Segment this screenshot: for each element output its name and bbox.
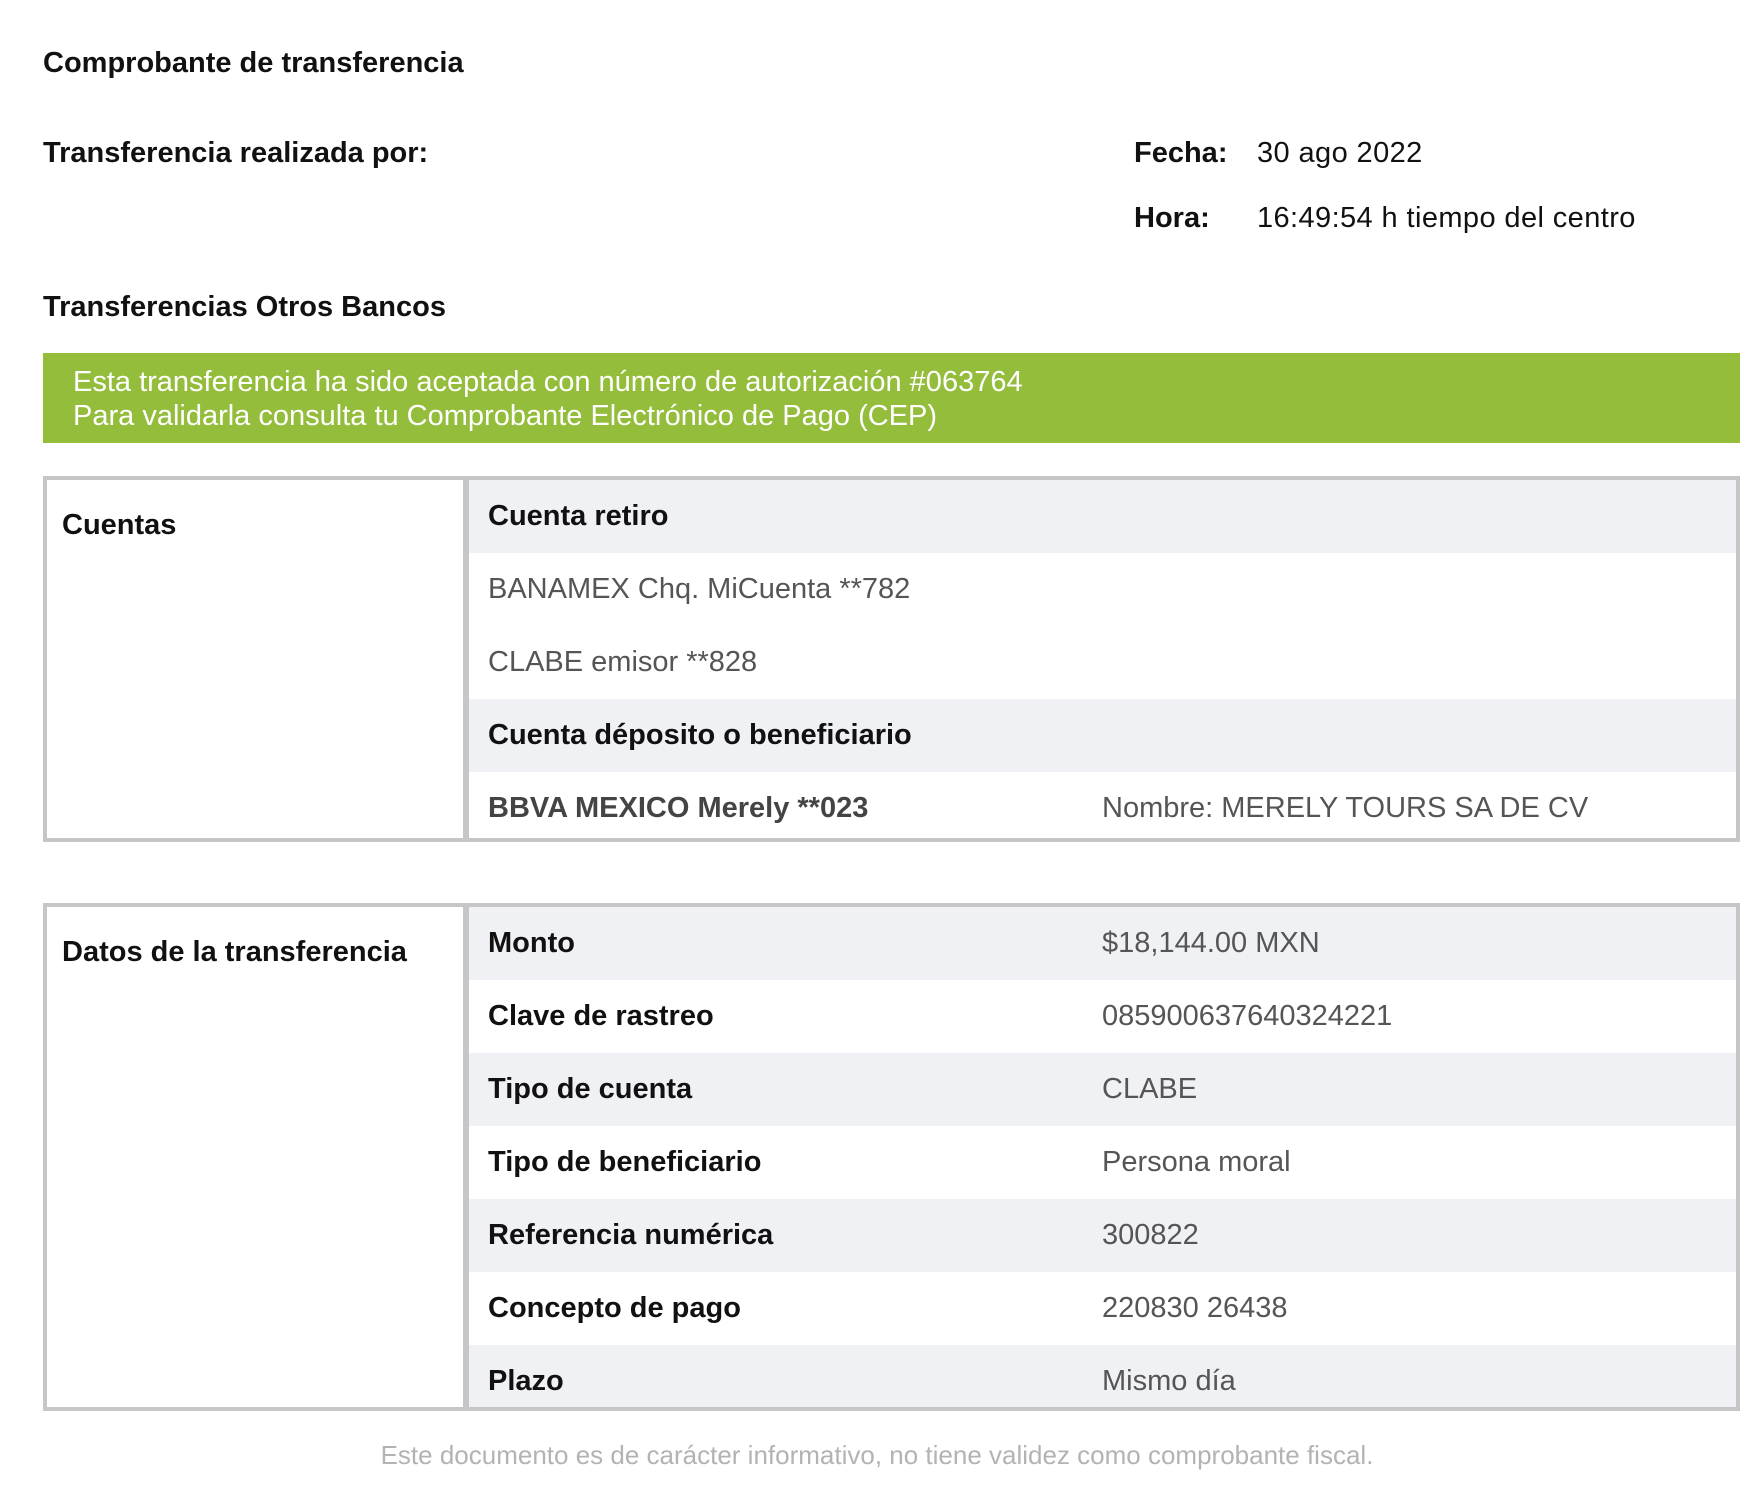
deposit-name: Nombre: MERELY TOURS SA DE CV	[1102, 792, 1589, 824]
row-key: Referencia numérica	[488, 1219, 774, 1251]
withdrawal-header: Cuenta retiro	[488, 500, 669, 532]
clabe-emisor-row	[469, 626, 1736, 699]
row-value: 220830 26438	[1102, 1292, 1288, 1324]
row-value: 300822	[1102, 1219, 1199, 1251]
deposit-header: Cuenta déposito o beneficiario	[488, 719, 912, 751]
made-by-label: Transferencia realizada por:	[43, 137, 429, 169]
table-row	[469, 1345, 1736, 1411]
banner-line-authorization: Esta transferencia ha sido aceptada con número de autorización #063764	[73, 366, 1023, 398]
row-value: CLABE	[1102, 1073, 1198, 1105]
table-row	[469, 1053, 1736, 1126]
table-row	[469, 1272, 1736, 1345]
table-row	[469, 1126, 1736, 1199]
transfer-data-table	[43, 903, 1740, 1411]
row-value: Mismo día	[1102, 1365, 1236, 1397]
row-key: Concepto de pago	[488, 1292, 741, 1324]
row-value: 085900637640324221	[1102, 1000, 1393, 1032]
time-value: 16:49:54 h tiempo del centro	[1257, 202, 1636, 234]
page-title: Comprobante de transferencia	[43, 47, 464, 79]
withdrawal-header-row	[469, 480, 1736, 553]
accounts-table	[43, 476, 1740, 842]
transfer-label-cell	[47, 907, 469, 1407]
deposit-account: BBVA MEXICO Merely **023	[488, 792, 869, 824]
table-row	[469, 980, 1736, 1053]
accounts-label: Cuentas	[62, 509, 177, 541]
accounts-label-cell	[47, 480, 469, 838]
row-value: $18,144.00 MXN	[1102, 927, 1320, 959]
transfer-details	[469, 907, 1736, 1407]
row-key: Tipo de beneficiario	[488, 1146, 762, 1178]
table-row	[469, 1199, 1736, 1272]
section-title: Transferencias Otros Bancos	[43, 291, 446, 323]
deposit-account-row	[469, 772, 1736, 842]
row-key: Tipo de cuenta	[488, 1073, 693, 1105]
clabe-emisor: CLABE emisor **828	[488, 646, 758, 678]
deposit-header-row	[469, 699, 1736, 772]
authorization-banner	[43, 353, 1740, 443]
row-key: Plazo	[488, 1365, 564, 1397]
row-value: Persona moral	[1102, 1146, 1291, 1178]
date-value: 30 ago 2022	[1257, 137, 1423, 169]
table-row	[469, 907, 1736, 980]
transfer-label: Datos de la transferencia	[62, 936, 407, 968]
date-label: Fecha:	[1134, 137, 1228, 169]
banner-line-cep: Para validarla consulta tu Comprobante Electrónico de Pago (CEP)	[73, 400, 938, 432]
row-key: Monto	[488, 927, 575, 959]
accounts-details	[469, 480, 1736, 838]
row-key: Clave de rastreo	[488, 1000, 714, 1032]
withdrawal-account: BANAMEX Chq. MiCuenta **782	[488, 573, 911, 605]
time-label: Hora:	[1134, 202, 1210, 234]
disclaimer-note: Este documento es de carácter informativo, no tiene validez como comprobante fiscal.	[380, 1440, 1374, 1470]
withdrawal-account-row	[469, 553, 1736, 626]
